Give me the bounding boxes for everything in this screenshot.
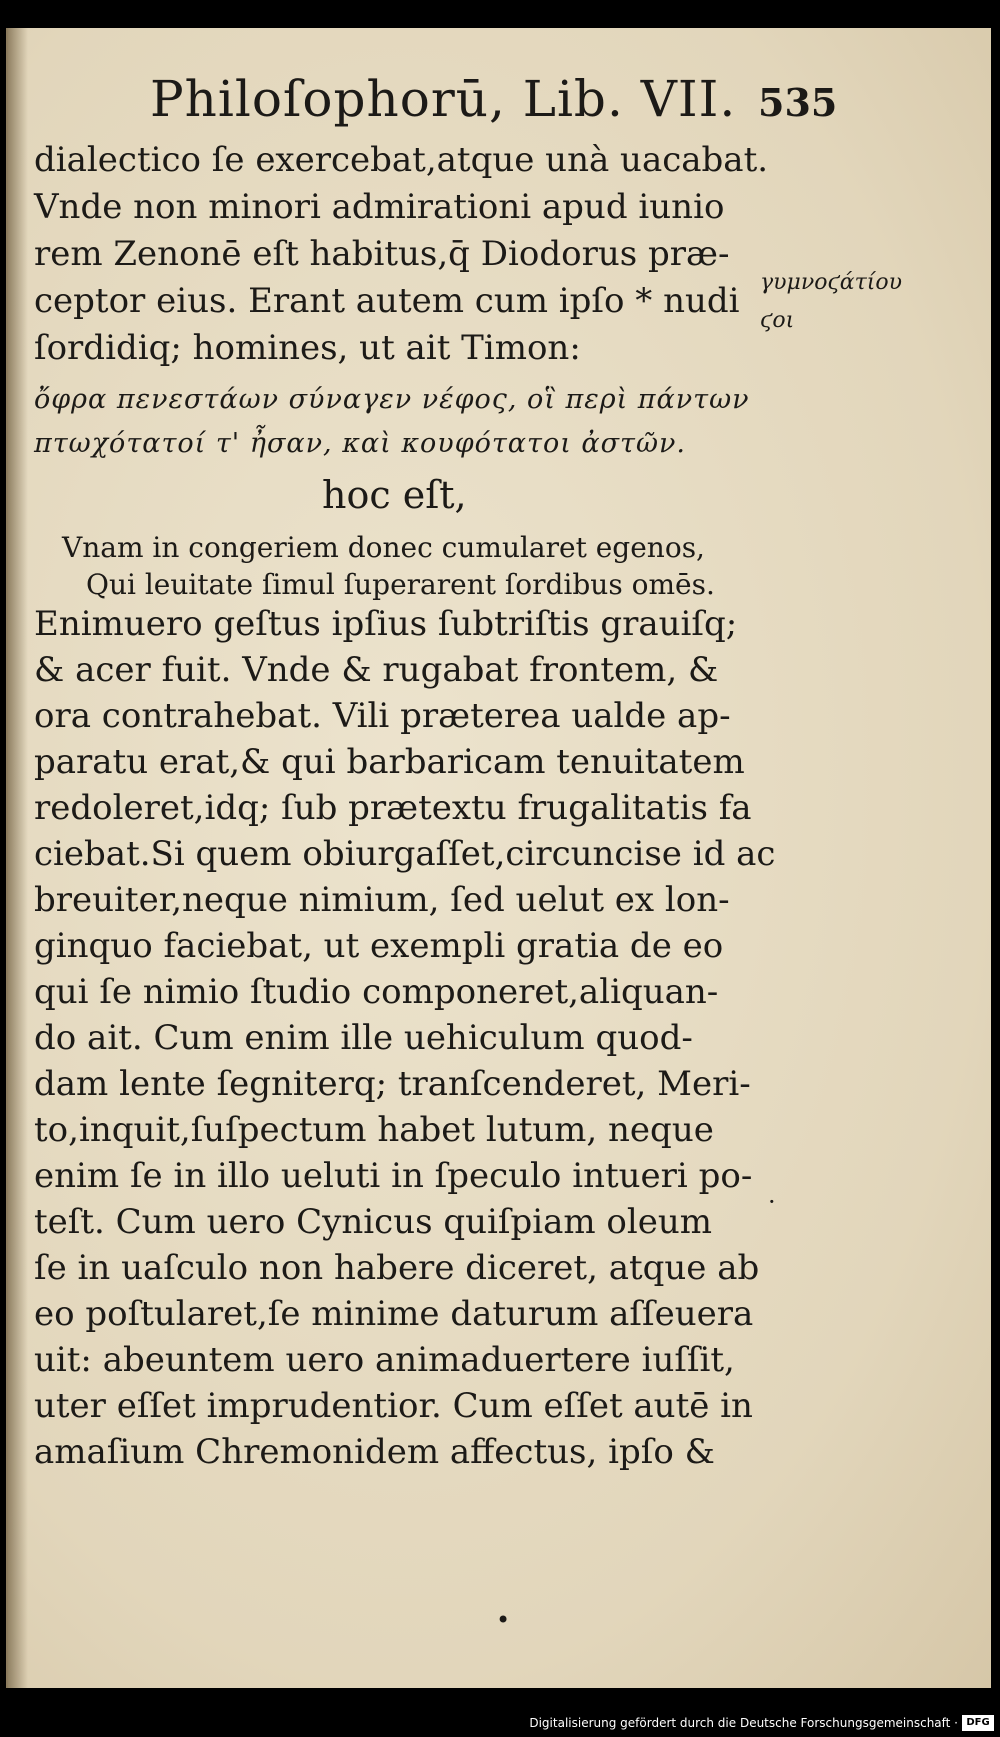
text-line: uit: abeuntem uero animaduertere iuſſit, — [34, 1340, 735, 1380]
ink-mark: · — [768, 1188, 776, 1216]
text-line: rem Zenonē eſt habitus,q̄ Diodorus præ- — [34, 234, 730, 274]
text-line: to,inquit,ſuſpectum habet lutum, neque — [34, 1110, 714, 1150]
text-line: ginquo faciebat, ut exempli gratia de eo — [34, 926, 724, 966]
marginal-note: ϛοι — [760, 308, 795, 333]
text-line: ceptor eius. Erant autem cum ipſo * nudi — [34, 281, 740, 321]
greek-verse-line: ὄφρα πενεστάων σύναγεν νέφος, οἳ περὶ πάντων — [34, 384, 750, 415]
greek-verse-line: πτωχότατοί τ' ἦσαν, καὶ κουφότατοι ἀστῶν. — [34, 428, 686, 459]
page-gutter — [6, 28, 28, 1688]
text-line: ciebat.Si quem obiurgaſſet,circuncise id ac — [34, 834, 776, 874]
digitization-credit: Digitalisierung gefördert durch die Deutsche Forschungsgemeinschaft · — [529, 1716, 958, 1730]
text-line: dam lente ſegniterq; tranſcenderet, Meri- — [34, 1064, 751, 1104]
text-line: paratu erat,& qui barbaricam tenuitatem — [34, 742, 745, 782]
text-line: Vnde non minori admirationi apud iunio — [34, 187, 725, 227]
text-line: qui ſe nimio ſtudio componeret,aliquan- — [34, 972, 719, 1012]
text-line: redoleret,idq; ſub prætextu frugalitatis fa — [34, 788, 752, 828]
text-line: uter eſſet imprudentior. Cum eſſet autē in — [34, 1386, 753, 1426]
text-line: breuiter,neque nimium, ſed uelut ex lon- — [34, 880, 730, 920]
text-line: ora contrahebat. Vili præterea ualde ap- — [34, 696, 731, 736]
text-line: ſordidiq; homines, ut ait Timon: — [34, 328, 581, 368]
verse-translation-line: Vnam in congeriem donec cumularet egenos, — [62, 531, 705, 564]
text-line: eo poſtularet,ſe minime daturum aſſeuera — [34, 1294, 754, 1334]
verse-translation-line: Qui leuitate ſimul ſuperarent ſordibus omēs. — [86, 568, 715, 601]
text-line: Enimuero geſtus ipſius ſubtriſtis grauiſq; — [34, 604, 738, 644]
text-line: enim ſe in illo ueluti in ſpeculo intueri po- — [34, 1156, 753, 1196]
marginal-note: γυμνοϛάτίου — [760, 270, 903, 295]
ink-mark: • — [496, 1606, 511, 1634]
text-line: do ait. Cum enim ille uehiculum quod- — [34, 1018, 693, 1058]
text-line: dialectico ſe exercebat,atque unà uacabat. — [34, 140, 769, 180]
running-head: Philoſophorū, Lib. VII. — [150, 70, 737, 128]
text-line: ſe in uaſculo non habere diceret, atque ab — [34, 1248, 760, 1288]
text-line: teſt. Cum uero Cynicus quiſpiam oleum — [34, 1202, 713, 1242]
dfg-logo: DFG — [962, 1715, 994, 1731]
text-line: amaſium Chremonidem affectus, ipſo & — [34, 1432, 715, 1472]
page-number: 535 — [758, 80, 838, 125]
hoc-est-heading: hoc eſt, — [322, 473, 467, 517]
text-line: & acer fuit. Vnde & rugabat frontem, & — [34, 650, 719, 690]
